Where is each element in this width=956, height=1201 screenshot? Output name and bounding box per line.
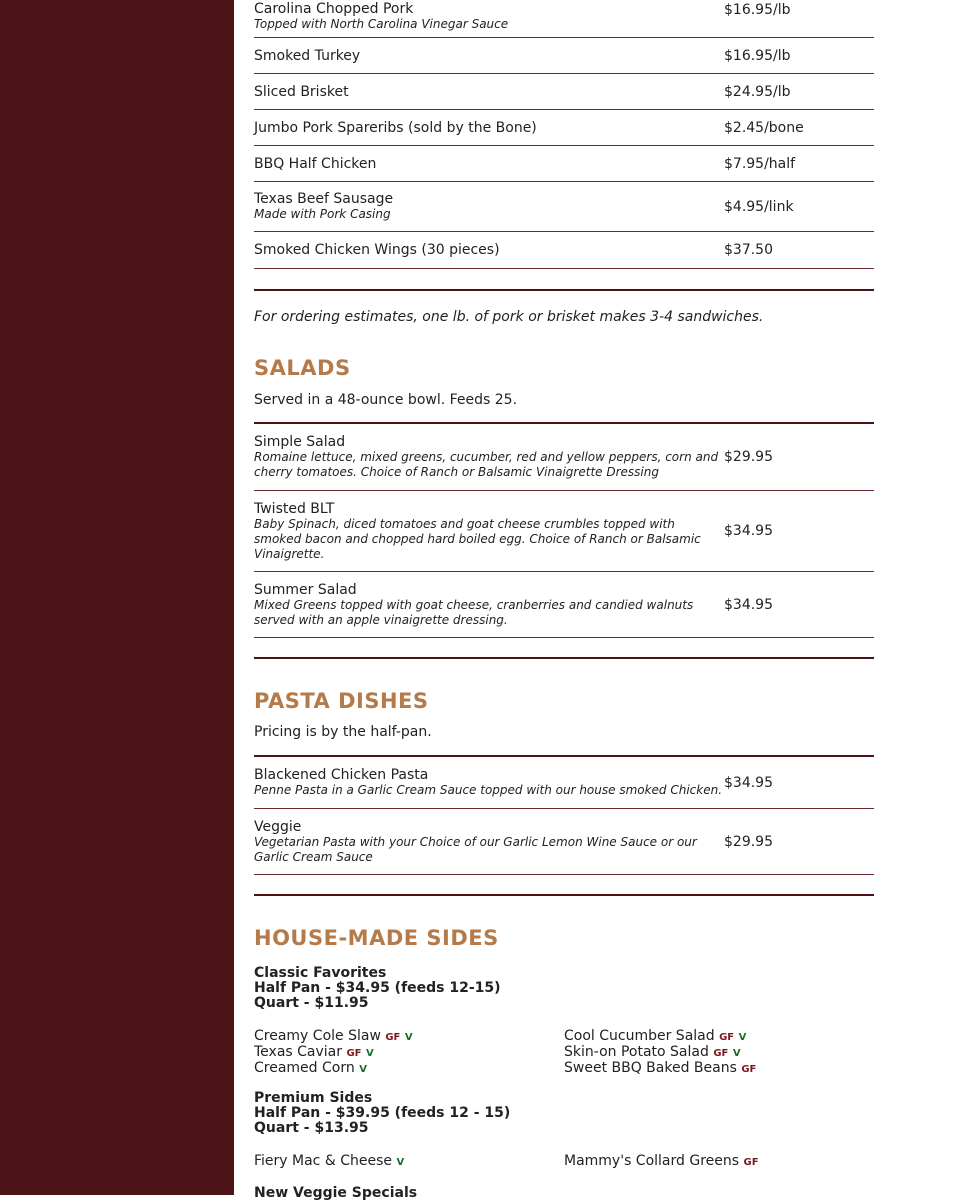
section-divider bbox=[254, 894, 874, 896]
side-item: Creamed Corn V bbox=[254, 1060, 367, 1076]
item-description: Penne Pasta in a Garlic Cream Sauce topped with our house smoked Chicken. bbox=[254, 783, 723, 797]
pasta-intro: Pricing is by the half-pan. bbox=[254, 724, 432, 740]
item-name: Veggie bbox=[254, 818, 302, 835]
menu-row bbox=[254, 38, 874, 74]
item-name: Blackened Chicken Pasta bbox=[254, 767, 429, 783]
item-price: $34.95 bbox=[724, 774, 773, 791]
section-divider bbox=[254, 657, 874, 659]
item-price: $4.95/link bbox=[724, 198, 794, 215]
item-price: $2.45/bone bbox=[724, 119, 804, 136]
item-name: Carolina Chopped Pork bbox=[254, 1, 414, 17]
ordering-note: For ordering estimates, one lb. of pork or brisket makes 3-4 sandwiches. bbox=[254, 309, 764, 325]
item-name: Texas Beef Sausage bbox=[254, 191, 394, 207]
item-name: Simple Salad bbox=[254, 434, 346, 450]
item-name: Smoked Turkey bbox=[254, 47, 361, 64]
classic-heading: Classic Favorites bbox=[254, 965, 387, 981]
salads-intro: Served in a 48-ounce bowl. Feeds 25. bbox=[254, 392, 518, 408]
menu-row bbox=[254, 424, 874, 491]
item-description: Mixed Greens topped with goat cheese, cranberries and candied walnuts served with an apple vinaigrette dressing. bbox=[254, 597, 694, 627]
menu-row bbox=[254, 146, 874, 182]
classic-favorites-block bbox=[254, 966, 501, 1011]
veggie-specials-heading: New Veggie Specials bbox=[254, 1185, 418, 1201]
item-price: $37.50 bbox=[724, 242, 773, 258]
classic-sides-right bbox=[564, 1029, 874, 1077]
item-description: Made with Pork Casing bbox=[254, 207, 391, 221]
item-description: Baby Spinach, diced tomatoes and goat cheese crumbles topped with smoked bacon and chopped hard boiled egg. Choice of Ranch or Balsamic Vinaigrette. bbox=[254, 516, 701, 561]
side-item: Creamy Cole Slaw GF V bbox=[254, 1028, 413, 1044]
item-price: $24.95/lb bbox=[724, 83, 791, 100]
section-title-salads: SALADS bbox=[254, 356, 351, 380]
menu-row bbox=[254, 572, 874, 638]
item-price: $16.95/lb bbox=[724, 1, 791, 18]
item-description: Vegetarian Pasta with your Choice of our Garlic Lemon Wine Sauce or our Garlic Cream Sauce bbox=[254, 834, 697, 864]
item-name: Twisted BLT bbox=[254, 500, 335, 517]
menu-row bbox=[254, 232, 874, 269]
section-divider bbox=[254, 289, 874, 291]
side-item: Skin-on Potato Salad GF V bbox=[564, 1044, 741, 1060]
item-price: $16.95/lb bbox=[724, 47, 791, 64]
item-description: Topped with North Carolina Vinegar Sauce bbox=[254, 17, 509, 31]
premium-sides-block bbox=[254, 1091, 510, 1136]
menu-row bbox=[254, 757, 874, 809]
premium-heading: Premium Sides bbox=[254, 1090, 373, 1106]
side-item: Sweet BBQ Baked Beans GF bbox=[564, 1060, 757, 1076]
item-price: $29.95 bbox=[724, 449, 773, 465]
item-name: Smoked Chicken Wings (30 pieces) bbox=[254, 242, 500, 258]
menu-row bbox=[254, 110, 874, 146]
item-name: Summer Salad bbox=[254, 581, 357, 598]
item-description: Romaine lettuce, mixed greens, cucumber, red and yellow peppers, corn and cherry tomatoes. Choice of Ranch or Balsamic Vinaigrette Dressing bbox=[254, 450, 719, 479]
classic-sides-left bbox=[254, 1029, 554, 1077]
item-name: BBQ Half Chicken bbox=[254, 155, 377, 172]
side-item: Texas Caviar GF V bbox=[254, 1044, 374, 1060]
side-item: Fiery Mac & Cheese V bbox=[254, 1153, 405, 1169]
classic-half-pan: Half Pan - $34.95 (feeds 12-15) bbox=[254, 980, 501, 996]
premium-half-pan: Half Pan - $39.95 (feeds 12 - 15) bbox=[254, 1105, 511, 1121]
section-title-pasta: PASTA DISHES bbox=[254, 689, 429, 713]
menu-row bbox=[254, 74, 874, 110]
item-name: Jumbo Pork Spareribs (sold by the Bone) bbox=[254, 119, 537, 136]
menu-row bbox=[254, 0, 874, 38]
item-price: $34.95 bbox=[724, 523, 773, 539]
section-title-sides: HOUSE-MADE SIDES bbox=[254, 926, 499, 950]
item-price: $34.95 bbox=[724, 596, 773, 613]
classic-quart: Quart - $11.95 bbox=[254, 995, 369, 1011]
left-sidebar bbox=[0, 0, 234, 1195]
side-item: Cool Cucumber Salad GF V bbox=[564, 1028, 747, 1044]
menu-row bbox=[254, 491, 874, 572]
menu-row bbox=[254, 809, 874, 875]
item-price: $29.95 bbox=[724, 833, 773, 850]
premium-quart: Quart - $13.95 bbox=[254, 1120, 369, 1136]
menu-row bbox=[254, 182, 874, 232]
item-price: $7.95/half bbox=[724, 155, 796, 172]
item-name: Sliced Brisket bbox=[254, 83, 349, 100]
side-item: Mammy's Collard Greens GF bbox=[564, 1153, 759, 1169]
